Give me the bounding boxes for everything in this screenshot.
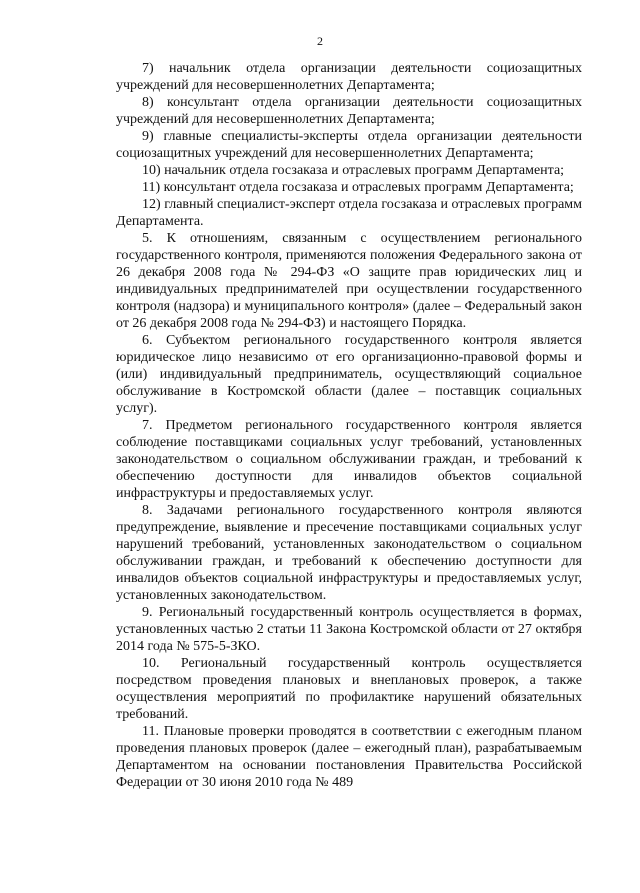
paragraph: 8) консультант отдела организации деятельности социозащитных учреждений для несовершеннолетних Департамента;	[116, 95, 582, 127]
paragraph: 9. Региональный государственный контроль осуществляется в формах, установленных частью 2 статьи 11 Закона Костромской области от 27 октября 2014 года № 575-5-ЗКО.	[116, 605, 582, 654]
paragraph: 10. Региональный государственный контроль осуществляется посредством проведения плановых и внеплановых проверок, а также осуществления мероприятий по профилактике нарушений обязательных требований.	[116, 656, 582, 722]
paragraph: 9) главные специалисты-эксперты отдела организации деятельности социозащитных учреждений для несовершеннолетних Департамента;	[116, 129, 582, 161]
document-body	[116, 60, 582, 791]
paragraph: 10) начальник отдела госзаказа и отраслевых программ Департамента;	[142, 163, 565, 178]
paragraph: 6. Субъектом регионального государственного контроля является юридическое лицо независимо от его организационно-правовой формы и (или) индивидуальный предприниматель, осуществляющий социальное обслуживание в Костромской области (далее – поставщик социальных услуг).	[116, 333, 582, 416]
paragraph: 7. Предметом регионального государственного контроля является соблюдение поставщиками социальных услуг требований, установленных законодательством о социальном обслуживании граждан, и требований к обеспечению доступности для инвалидов объектов социальной инфраструктуры и предоставляемых услуг.	[116, 418, 582, 501]
paragraph: 12) главный специалист-эксперт отдела госзаказа и отраслевых программ Департамента.	[116, 197, 582, 229]
paragraph: 5. К отношениям, связанным с осуществлением регионального государственного контроля, применяются положения Федерального закона от 26 декабря 2008 года № 294-ФЗ «О защите прав юридических лиц и индивидуальных предпринимателей при осуществлении государственного контроля (надзора) и муниципального контроля» (далее – Федеральный закон от 26 декабря 2008 года № 294-ФЗ) и настоящего Порядка.	[116, 231, 582, 331]
page-number: 2	[317, 34, 323, 48]
paragraph: 7) начальник отдела организации деятельности социозащитных учреждений для несовершеннолетних Департамента;	[116, 61, 582, 93]
paragraph: 11) консультант отдела госзаказа и отраслевых программ Департамента;	[142, 180, 574, 195]
paragraph: 11. Плановые проверки проводятся в соответствии с ежегодным планом проведения плановых проверок (далее – ежегодный план), разрабатываемым Департаментом на основании постановления Правительства Российской Федерации от 30 июня 2010 года № 489	[116, 724, 582, 790]
paragraph: 8. Задачами регионального государственного контроля являются предупреждение, выявление и пресечение поставщиками социальных услуг нарушений требований, установленных законодательством о социальном обслуживании граждан, и требований к обеспечению доступности для инвалидов объектов социальной инфраструктуры и предоставляемых услуг, установленных законодательством.	[116, 503, 582, 603]
